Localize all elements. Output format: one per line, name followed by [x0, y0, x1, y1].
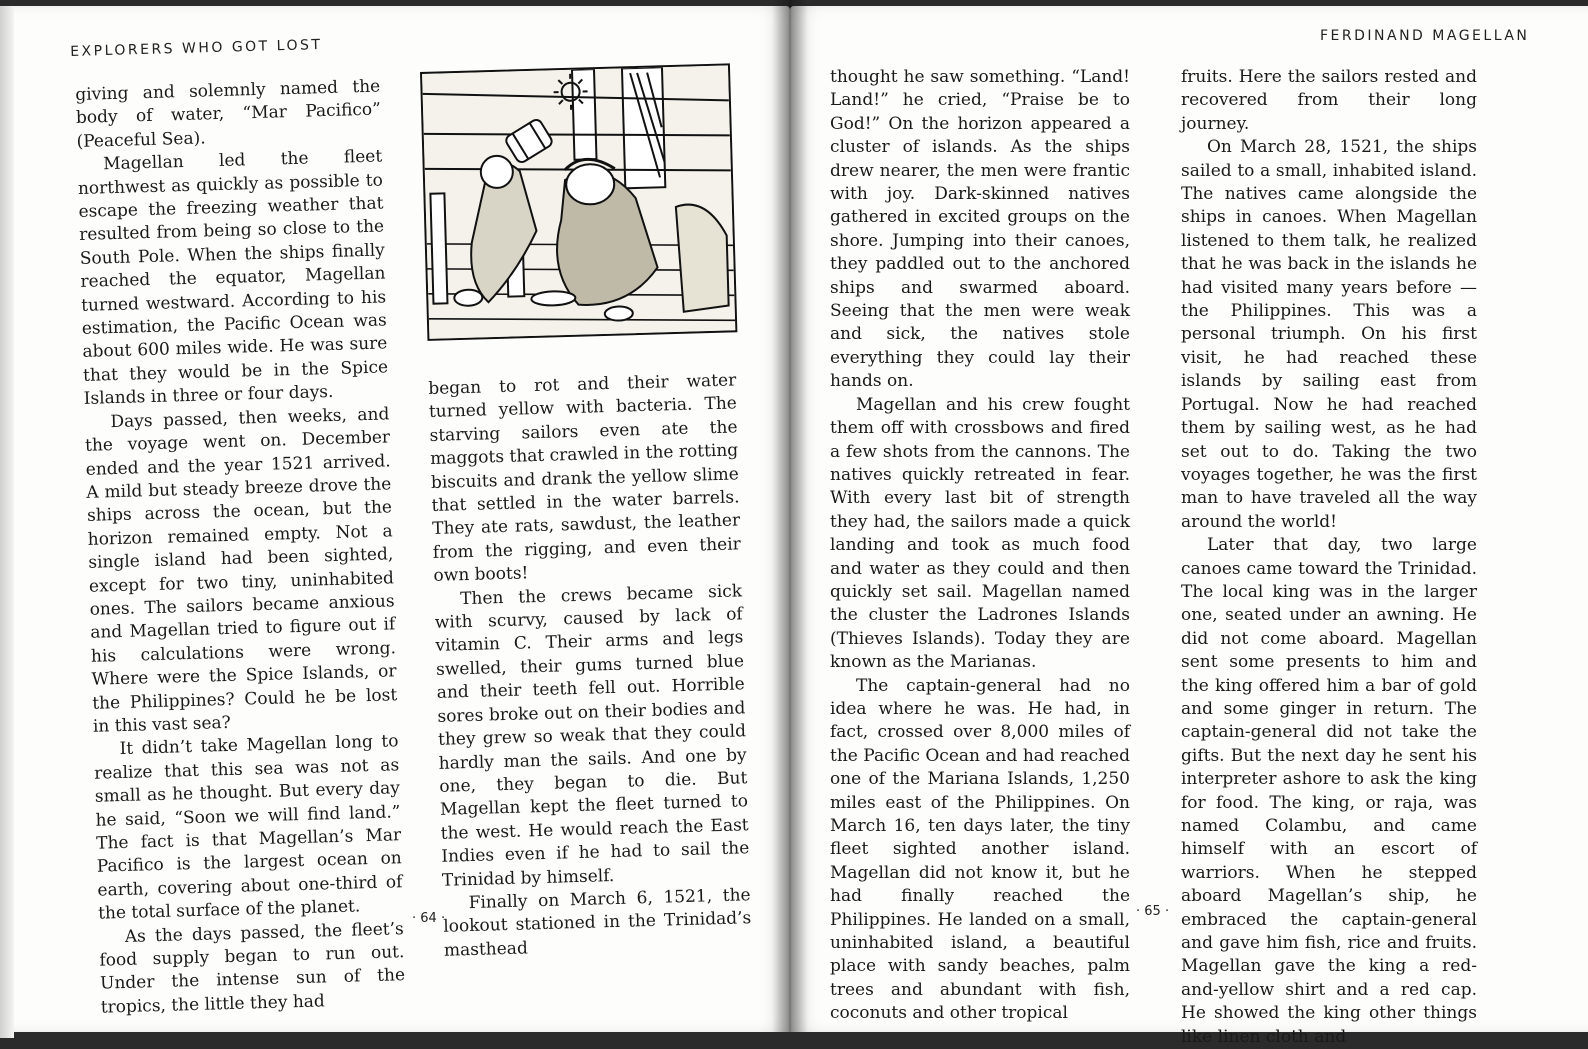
page-number-left: · 64 ·: [412, 911, 445, 926]
paragraph: Magellan and his crew fought them off with crossbows and fired a few shots from the cannons. The natives quickly retreated in fear. With every last bit of strength they had, the sailors made a quick landing and took as much food and water as they could and then quickly set sail. Magellan named the cluster the Ladrones Islands (Thieves Islands). Today they are known as the Marianas.: [830, 394, 1130, 675]
paragraph: thought he saw something. “Land! Land!” he cried, “Praise be to God!” On the horizon appeared a cluster of islands. As the ships drew nearer, the men were frantic with joy. Dark-skinned natives gathered in excited groups on the shore. Jumping into their canoes, they paddled out to the anchored ships and swarmed aboard. Seeing that the men were weak and sick, the natives stole everything they could lay their hands on.: [830, 66, 1130, 394]
page-edge: [0, 6, 14, 1038]
running-head-right: FERDINAND MAGELLAN: [1320, 28, 1529, 44]
paragraph: Magellan led the fleet northwest as quickly as possible to escape the freezing weather that resulted from being so close to the South Pole. When the ships finally reached the equator, Magellan turned westward. According to his estimation, the Pacific Ocean was about 600 miles wide. He was sure that they would be in the Spice Islands in three or four days.: [77, 146, 389, 412]
running-head-left: EXPLORERS WHO GOT LOST: [70, 37, 323, 60]
paragraph: As the days passed, the fleet’s food supply began to run out. Under the intense sun of the tropics, the little they had: [99, 918, 406, 1020]
paragraph: fruits. Here the sailors rested and recovered from their long journey.: [1181, 66, 1477, 136]
paragraph: Then the crews became sick with scurvy, caused by lack of vitamin C. Their arms and legs swelled, their gums turned blue and their teeth fell out. Horrible sores broke out on their bodies and they grew so weak that they could hardly man the sails. And one by one, they began to die. But Magellan kept the fleet turned to the west. He would reach the East Indies even if he had to sail the Trinidad by himself.: [434, 580, 750, 893]
paragraph: Later that day, two large canoes came toward the Trinidad. The local king was in the larger one, seated under an awning. He did not come aboard. Magellan sent some presents to him and the king offered him a bar of gold and some ginger in return. The captain-general did not take the gifts. But the next day he sent his interpreter ashore to ask the king for food. The king, or raja, was named Colambu, and came himself with an escort of warriors. When he stepped aboard Magellan’s ship, he embraced the captain-general and gave him fish, rice and fruits. Magellan gave the king a red-and-yellow shirt and a red cap. He showed the king other things like linen cloth and: [1181, 534, 1477, 1049]
left-page: [0, 6, 790, 1032]
paragraph: Finally on March 6, 1521, the lookout stationed in the Trinidad’s masthead: [442, 884, 752, 963]
paragraph: On March 28, 1521, the ships sailed to a small, inhabited island. The natives came alongside the ships in canoes. When Magellan listened to them talk, he realized that he was back in the islands he had visited many years before — the Philippines. This was a personal triumph. On his first visit, he had reached these islands by sailing east from Portugal. Now he had reached them by sailing west, as he had set out to do. Taking the two voyages together, he was the first man to have traveled all the way around the world!: [1181, 136, 1477, 534]
paragraph: began to rot and their water turned yellow with bacteria. The starving sailors even ate the maggots that crawled in the rotting biscuits and drank the yellow slime that settled in the water barrels. They ate rats, sawdust, the leather from the rigging, and even their own boots!: [428, 369, 742, 588]
right-page: [790, 6, 1588, 1032]
paragraph: It didn’t take Magellan long to realize that this sea was not as small as he thought. But every day he said, “Soon we will find land.” The fact is that Magellan’s Mar Pacifico is the largest ocean on earth, covering about one-third of the total surface of the planet.: [93, 731, 403, 927]
page-number-right: · 65 ·: [1136, 904, 1169, 919]
left-page-column-1: [75, 75, 406, 1019]
right-page-column-2: [1181, 66, 1477, 1049]
ship-deck-sailors-illustration-icon: [422, 65, 735, 338]
paragraph: giving and solemnly named the body of water, “Mar Pacifico” (Peaceful Sea).: [75, 75, 382, 154]
ship-deck-illustration: [420, 63, 737, 341]
right-page-column-1: [830, 66, 1130, 1026]
paragraph: The captain-general had no idea where he was. He had, in fact, crossed over 8,000 miles of the Pacific Ocean and had reached one of the Mariana Islands, 1,250 miles east of the Philippines. On March 16, ten days later, the tiny fleet sighted another island. Magellan did not know it, but he had finally reached the Philippines. He landed on a small, uninhabited island, a beautiful place with sandy beaches, palm trees and abundant with fish, coconuts and other tropical: [830, 675, 1130, 1026]
left-page-column-2: [428, 369, 752, 963]
paragraph: Days passed, then weeks, and the voyage went on. December ended and the year 1521 arrived. A mild but steady breeze drove the ships across the ocean, but the horizon remained empty. Not a single island had been sighted, except for two tiny, uninhabited ones. The sailors became anxious and Magellan tried to figure out if his calculations were wrong. Where were the Spice Islands, or the Philippines? Could he be lost in this vast sea?: [84, 403, 398, 739]
